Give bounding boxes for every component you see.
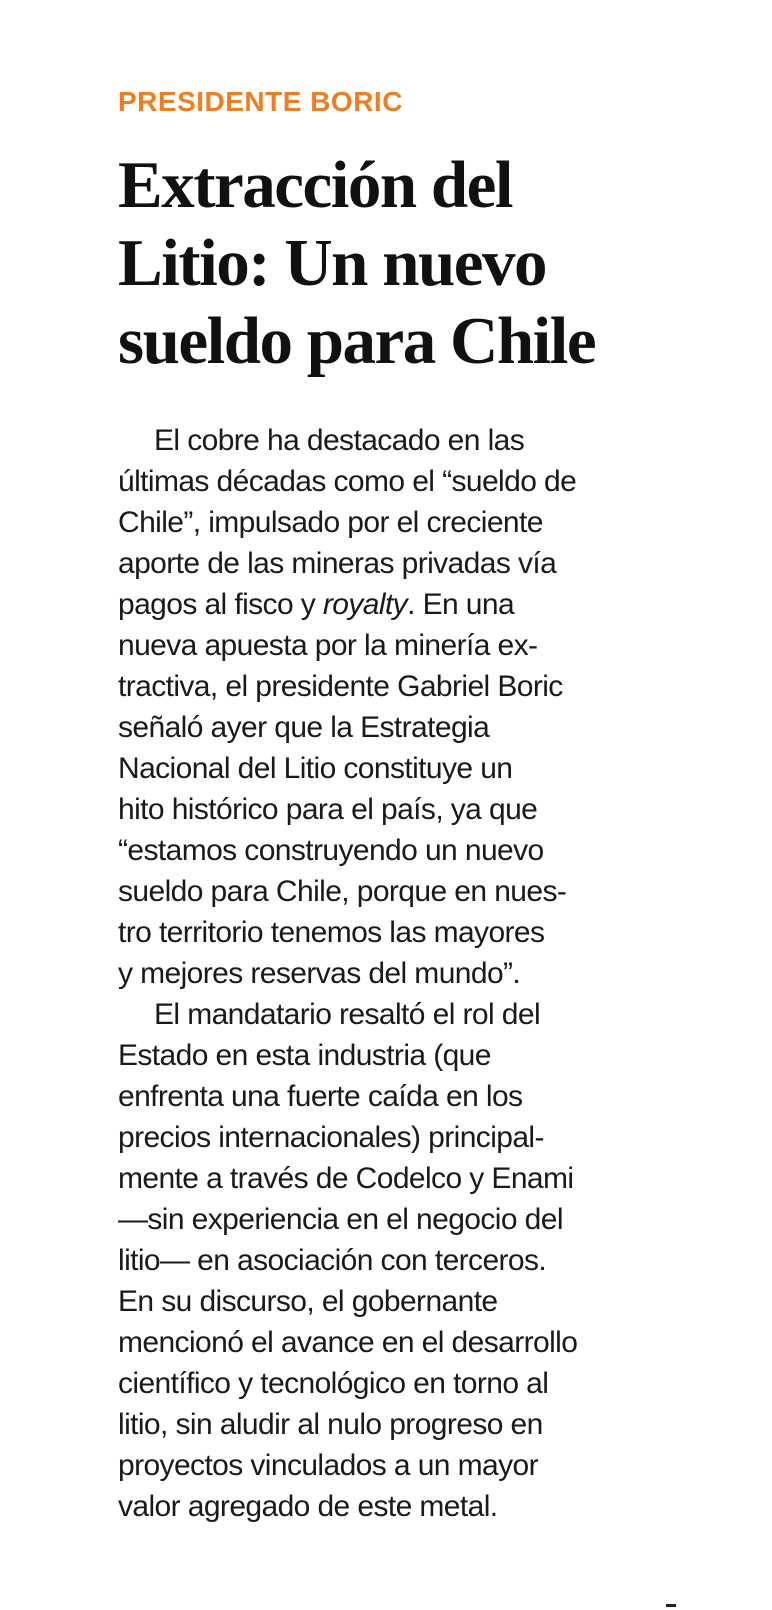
body-line: litio— en asociación con terceros. xyxy=(118,1244,547,1277)
body-line: tro territorio tenemos las mayores xyxy=(118,916,545,949)
body-line: “estamos construyendo un nuevo xyxy=(118,834,544,867)
body-line: Chile”, impulsado por el creciente xyxy=(118,506,543,539)
headline-line: Litio: Un nuevo xyxy=(118,226,546,300)
body-line: El cobre ha destacado en las xyxy=(154,424,525,457)
body-line: nueva apuesta por la minería ex- xyxy=(118,629,538,662)
body-line: mencionó el avance en el desarrollo xyxy=(118,1326,578,1359)
body-text: pagos al fisco y xyxy=(118,588,323,621)
headline xyxy=(118,146,638,380)
article-body xyxy=(118,420,638,1527)
section-kicker: PRESIDENTE BORIC xyxy=(118,86,403,117)
body-line: proyectos vinculados a un mayor xyxy=(118,1449,538,1482)
body-line: litio, sin aludir al nulo progreso en xyxy=(118,1408,543,1441)
headline-line: sueldo para Chile xyxy=(118,304,596,378)
body-line: precios internacionales) principal- xyxy=(118,1121,544,1154)
body-line: hito histórico para el país, ya que xyxy=(118,793,538,826)
body-line xyxy=(118,584,638,625)
body-text: . En una xyxy=(407,588,515,621)
body-line: últimas décadas como el “sueldo de xyxy=(118,465,577,498)
body-line: sueldo para Chile, porque en nues- xyxy=(118,875,567,908)
body-line: mente a través de Codelco y Enami xyxy=(118,1162,574,1195)
body-line: valor agregado de este metal. xyxy=(118,1490,498,1523)
body-line: Nacional del Litio constituye un xyxy=(118,752,513,785)
headline-line: Extracción del xyxy=(118,148,512,222)
body-line: señaló ayer que la Estrategia xyxy=(118,711,490,744)
body-line: En su discurso, el gobernante xyxy=(118,1285,498,1318)
body-line: tractiva, el presidente Gabriel Boric xyxy=(118,670,563,703)
body-line: científico y tecnológico en torno al xyxy=(118,1367,549,1400)
article xyxy=(118,84,638,1527)
body-line: aporte de las mineras privadas vía xyxy=(118,547,557,580)
body-line: El mandatario resaltó el rol del xyxy=(154,998,541,1031)
body-line: y mejores reservas del mundo”. xyxy=(118,957,521,990)
body-line: —sin experiencia en el negocio del xyxy=(118,1203,563,1236)
body-line: Estado en esta industria (que xyxy=(118,1039,491,1072)
page-edge-mark xyxy=(666,1604,676,1607)
body-emphasis: royalty xyxy=(322,588,408,621)
body-line: enfrenta una fuerte caída en los xyxy=(118,1080,523,1113)
